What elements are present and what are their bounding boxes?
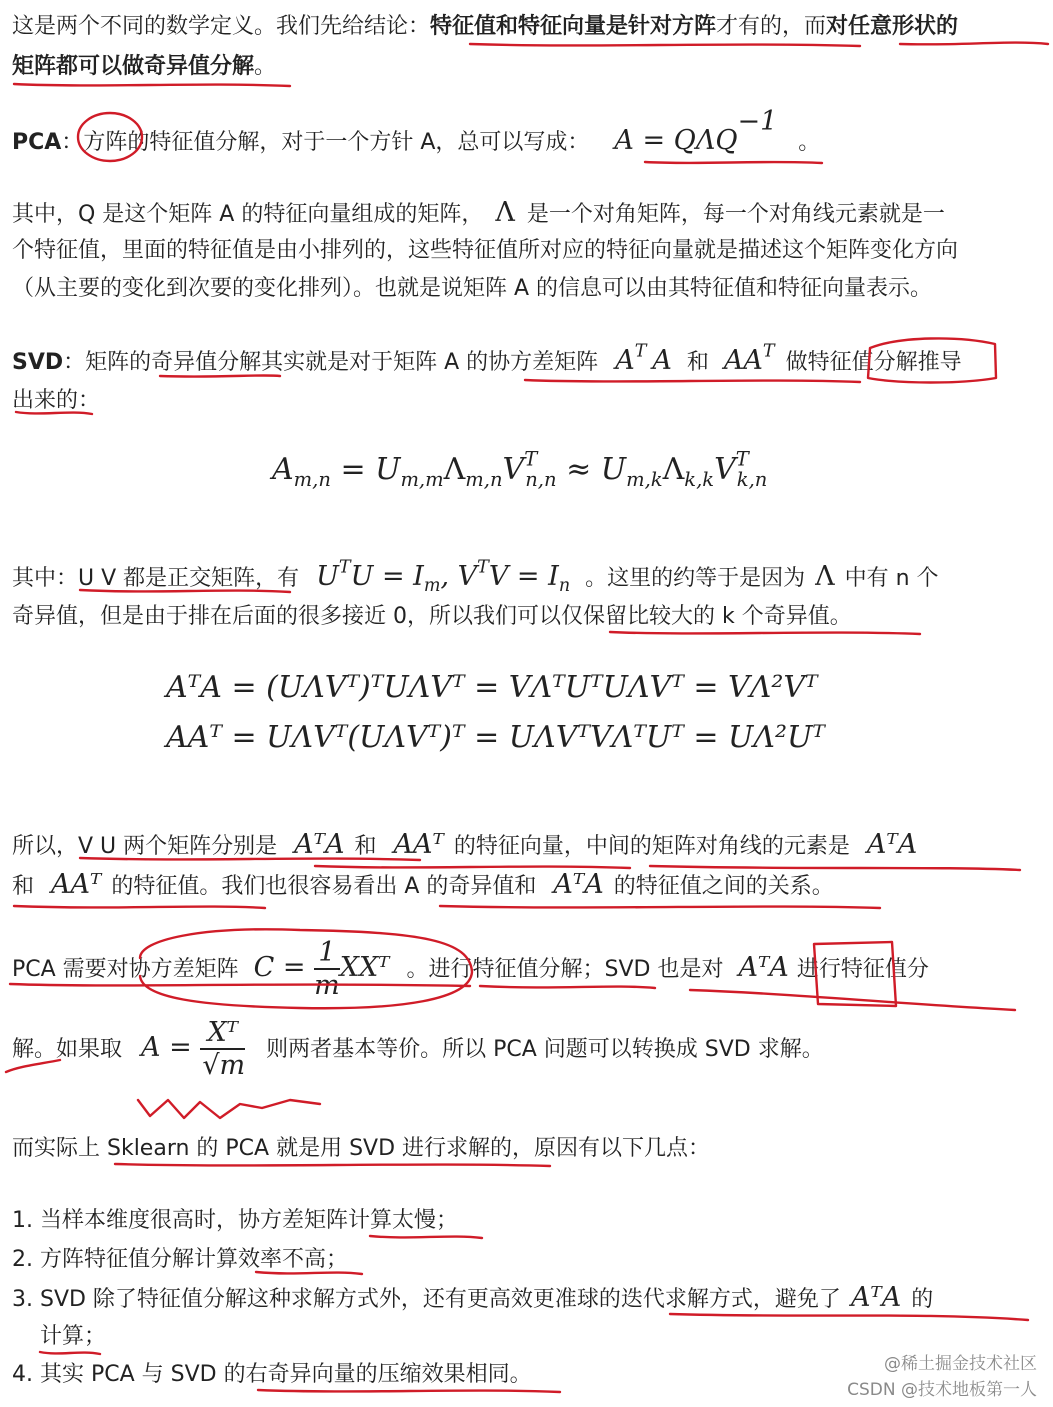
paragraph-pca-vs-svd-line-2: 解。如果取 A = $\frac{\text{Xᵀ}}{√m}$ 则两者基本等价。所以 PCA 问题可以转换成 SVD 求解。 <box>12 1017 824 1081</box>
equation-ata: AᵀA = (UΛVᵀ)ᵀUΛVᵀ = VΛᵀUᵀUΛVᵀ = VΛ²Vᵀ <box>166 670 818 705</box>
paragraph-eigen-relation-line-2: 和 AAᵀ 的特征值。我们也很容易看出 A 的奇异值和 AᵀA 的特征值之间的关系。 <box>12 869 834 900</box>
paragraph-q-line-1: 其中，Q 是这个矩阵 A 的特征向量组成的矩阵， Λ 是一个对角矩阵，每一个对角线元素就是一 <box>12 197 945 228</box>
list-item-continuation: 计算； <box>40 1324 107 1349</box>
paragraph-pca-vs-svd-line-1: PCA 需要对协方差矩阵 C = $\frac{1}{m}$ XXᵀ 。进行特征值分解；SVD 也是对 AᵀA 进行特征值分 <box>12 937 929 1001</box>
list-item: 2. 方阵特征值分解计算效率不高； <box>12 1247 348 1272</box>
fraction-xt-over-sqrt-m: $\frac{\text{Xᵀ}}{√m}$ <box>202 1017 246 1081</box>
paragraph-intro-line-2: 矩阵都可以做奇异值分解。 <box>12 54 277 79</box>
pca-equation: $A = Q\Lambda Q^{-1}$ <box>614 106 778 156</box>
watermark-juejin: @稀土掘金技术社区 <box>884 1354 1037 1374</box>
equation-aat: AAᵀ = UΛVᵀ(UΛVᵀ)ᵀ = UΛVᵀVΛᵀUᵀ = UΛ²Uᵀ <box>166 720 825 755</box>
paragraph-sklearn: 而实际上 Sklearn 的 PCA 就是用 SVD 进行求解的，原因有以下几点： <box>12 1136 711 1161</box>
paragraph-q-line-2: 个特征值，里面的特征值是由小排列的，这些特征值所对应的特征向量就是描述这个矩阵变化方向 <box>12 238 959 263</box>
paragraph-orthogonal-line-2: 奇异值，但是由于排在后面的很多接近 0，所以我们可以仅保留比较大的 k 个奇异值。 <box>12 604 852 629</box>
paragraph-svd-line-1: SVD：矩阵的奇异值分解其实就是对于矩阵 A 的协方差矩阵 $A^T$ A 和 $AA^T$ 做特征值分解推导 <box>12 341 962 376</box>
paragraph-svd-line-2: 出来的： <box>12 388 101 413</box>
fraction-one-over-m: $\frac{1}{m}$ <box>314 937 340 1001</box>
paragraph-q-line-3: （从主要的变化到次要的变化排列）。也就是说矩阵 A 的信息可以由其特征值和特征向量表示。 <box>12 276 933 301</box>
paragraph-eigen-relation-line-1: 所以，V U 两个矩阵分别是 AᵀA 和 AAᵀ 的特征向量，中间的矩阵对角线的元素是 AᵀA <box>12 829 918 860</box>
list-item: 1. 当样本维度很高时，协方差矩阵计算太慢； <box>12 1208 458 1233</box>
list-item: 3. SVD 除了特征值分解这种求解方式外，还有更高效更准球的迭代求解方式，避免了 AᵀA 的 <box>12 1282 934 1313</box>
paragraph-intro-line-1: 这是两个不同的数学定义。我们先给结论：特征值和特征向量是针对方阵才有的，而对任意形状的 <box>12 14 959 39</box>
equation-svd-decomposition: $A_{m,n} = U_{m,m}\Lambda_{m,n}V^T_{n,n} \approx U_{m,k}\Lambda_{k,k}V^T_{k,n}$ <box>272 447 768 491</box>
watermark-csdn: CSDN @技术地板第一人 <box>847 1380 1037 1400</box>
paragraph-orthogonal-line-1: 其中：U V 都是正交矩阵，有 $U^TU = I_m$, $V^TV = I_n$ 。这里的约等于是因为 Λ 中有 n 个 <box>12 557 939 597</box>
list-item: 4. 其实 PCA 与 SVD 的右奇异向量的压缩效果相同。 <box>12 1362 532 1387</box>
paragraph-pca: PCA：方阵的特征值分解，对于一个方针 A，总可以写成： $A = Q\Lambda Q^{-1}$ 。 <box>12 106 821 156</box>
